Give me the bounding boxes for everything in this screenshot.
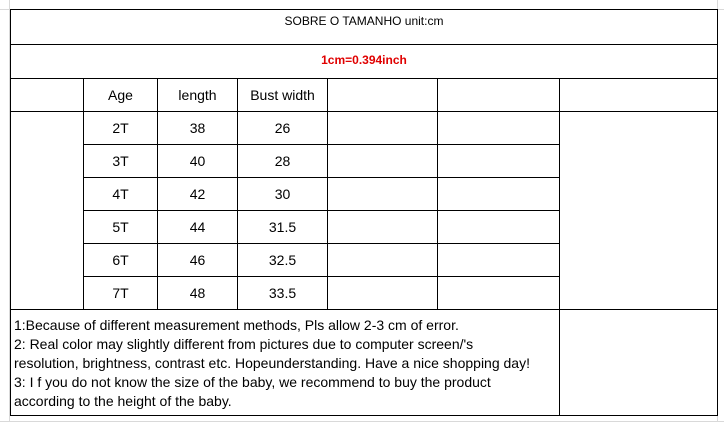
header-length: length — [178, 87, 217, 103]
unit-conversion: 1cm=0.394inch — [321, 53, 407, 67]
cell-bust: 32.5 — [268, 252, 297, 268]
cell-length: 40 — [189, 153, 206, 169]
cell-bust: 33.5 — [268, 285, 297, 301]
cell-age: 6T — [112, 252, 129, 268]
cell-length: 44 — [189, 219, 206, 235]
cell-bust: 28 — [274, 153, 291, 169]
cell-age: 5T — [112, 219, 129, 235]
cell-bust: 31.5 — [268, 219, 297, 235]
cell-bust: 30 — [274, 186, 291, 202]
cell-age: 3T — [112, 153, 129, 169]
note-line: 2: Real color may slightly different from pictures due to computer screen/'s — [14, 336, 474, 352]
note-line: according to the height of the baby. — [14, 393, 232, 409]
cell-age: 4T — [112, 186, 129, 202]
note-line: resolution, brightness, contrast etc. Hopeunderstanding. Have a nice shopping day! — [14, 355, 530, 371]
note-line: 3: I f you do not know the size of the baby, we recommend to buy the product — [14, 374, 491, 390]
cell-length: 48 — [189, 285, 206, 301]
notes-block — [14, 316, 530, 411]
cell-bust: 26 — [274, 120, 291, 136]
header-bust-width: Bust width — [250, 87, 315, 103]
cell-age: 2T — [112, 120, 129, 136]
cell-length: 38 — [189, 120, 206, 136]
note-line: 1:Because of different measurement methods, Pls allow 2-3 cm of error. — [14, 317, 459, 333]
table-title: SOBRE O TAMANHO unit:cm — [284, 14, 444, 28]
cell-length: 46 — [189, 252, 206, 268]
cell-length: 42 — [189, 186, 206, 202]
cell-age: 7T — [112, 285, 129, 301]
header-age: Age — [108, 87, 133, 103]
